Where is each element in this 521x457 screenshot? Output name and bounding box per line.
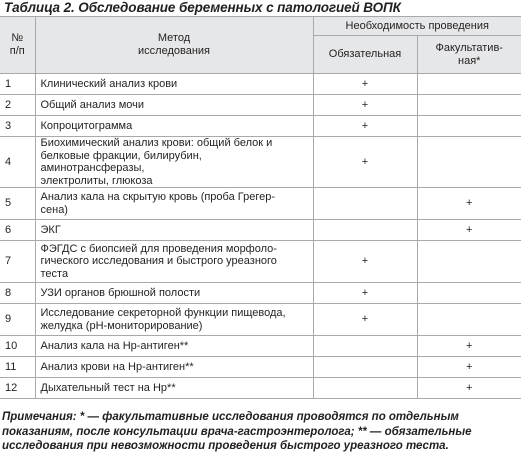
row-method: [35, 137, 313, 188]
row-number: 7: [0, 241, 35, 283]
row-required-mark: +: [313, 74, 417, 95]
row-method-line: Дыхательный тест на Hp**: [40, 381, 176, 394]
row-method: [35, 95, 313, 116]
header-method: [35, 17, 313, 74]
header-necessity: Необходимость проведения: [313, 17, 521, 36]
row-optional-mark: [417, 74, 521, 95]
row-required-mark: [313, 378, 417, 399]
table-row: [0, 336, 521, 357]
row-method-line: сена): [40, 203, 68, 216]
row-method-line: Анализ кала на скрытую кровь (проба Грегер-: [40, 191, 276, 203]
row-required-mark: +: [313, 283, 417, 304]
table-title: Таблица 2. Обследование беременных с патологией ВОПК: [4, 0, 401, 15]
header-number-line1: №: [11, 32, 24, 44]
table-row: [0, 95, 521, 116]
row-method-line: Анализ кала на Hp-антиген**: [40, 339, 189, 352]
row-number: 12: [0, 378, 35, 399]
row-optional-mark: [417, 137, 521, 188]
row-required-mark: [313, 188, 417, 220]
table-row: [0, 283, 521, 304]
row-method: [35, 220, 313, 241]
table-row: [0, 137, 521, 188]
header-method-line1: Метод: [157, 32, 191, 44]
notes-line: показаниям, после консультации врача-гастроэнтеролога; ** — обязательные: [2, 425, 472, 438]
row-optional-mark: +: [417, 357, 521, 378]
row-method: [35, 336, 313, 357]
row-method: [35, 304, 313, 336]
table-body: [0, 74, 521, 399]
row-optional-mark: [417, 283, 521, 304]
table-row: [0, 188, 521, 220]
examination-table: [0, 16, 521, 399]
header-method-line2: исследования: [138, 45, 210, 57]
row-required-mark: [313, 220, 417, 241]
row-number: 8: [0, 283, 35, 304]
notes-line: исследования при невозможности проведения быстрого уреазного теста.: [2, 440, 449, 452]
row-number: 5: [0, 188, 35, 220]
row-method-line: Копроцитограмма: [40, 119, 133, 132]
row-method-line: электролиты, глюкоза: [40, 174, 153, 187]
header-number: [0, 17, 35, 74]
row-method-line: белковые фракции, билирубин, аминотрансферазы,: [40, 149, 202, 174]
table-row: [0, 378, 521, 399]
row-required-mark: +: [313, 241, 417, 283]
row-number: 9: [0, 304, 35, 336]
row-method: [35, 378, 313, 399]
row-optional-mark: [417, 304, 521, 336]
row-method: [35, 357, 313, 378]
row-required-mark: +: [313, 95, 417, 116]
row-optional-mark: [417, 116, 521, 137]
row-number: 11: [0, 357, 35, 378]
row-required-mark: +: [313, 304, 417, 336]
table-row: [0, 357, 521, 378]
header-required: Обязательная: [313, 36, 417, 74]
row-optional-mark: +: [417, 188, 521, 220]
row-method-line: Общий анализ мочи: [40, 98, 145, 111]
row-method-line: ФЭГДС с биопсией для проведения морфоло-: [40, 242, 277, 255]
row-optional-mark: [417, 95, 521, 116]
row-required-mark: [313, 336, 417, 357]
row-method-line: гического исследования и быстрого уреазного: [40, 255, 277, 268]
row-method: [35, 116, 313, 137]
table-row: [0, 74, 521, 95]
row-method-line: УЗИ органов брюшной полости: [40, 286, 201, 299]
row-method-line: желудка (рН-мониторирование): [40, 319, 203, 332]
row-optional-mark: +: [417, 336, 521, 357]
row-method: [35, 283, 313, 304]
row-method-line: Анализ крови на Hp-антиген**: [40, 360, 194, 373]
row-method-line: Биохимический анализ крови: общий белок и: [40, 137, 273, 149]
row-number: 3: [0, 116, 35, 137]
row-number: 2: [0, 95, 35, 116]
row-method: [35, 241, 313, 283]
header-number-line2: п/п: [9, 45, 25, 57]
row-required-mark: +: [313, 116, 417, 137]
row-method-line: Клинический анализ крови: [40, 77, 178, 90]
row-number: 10: [0, 336, 35, 357]
row-method-line: теста: [40, 267, 69, 280]
row-method: [35, 74, 313, 95]
row-optional-mark: +: [417, 220, 521, 241]
header-optional-line2: ная*: [458, 54, 481, 67]
header-optional: [417, 36, 521, 74]
row-number: 1: [0, 74, 35, 95]
row-method: [35, 188, 313, 220]
table-row: [0, 116, 521, 137]
notes-line: Примечания: * — факультативные исследования проводятся по отдельным: [2, 411, 459, 423]
row-number: 4: [0, 137, 35, 188]
row-method-line: Исследование секреторной функции пищевода,: [40, 307, 286, 319]
table-row: [0, 220, 521, 241]
row-method-line: ЭКГ: [40, 223, 61, 236]
table-notes: [2, 410, 520, 454]
row-required-mark: +: [313, 137, 417, 188]
header-optional-line1: Факультатив-: [435, 41, 503, 54]
row-optional-mark: +: [417, 378, 521, 399]
table-row: [0, 241, 521, 283]
row-optional-mark: [417, 241, 521, 283]
table-row: [0, 304, 521, 336]
row-required-mark: [313, 357, 417, 378]
row-number: 6: [0, 220, 35, 241]
